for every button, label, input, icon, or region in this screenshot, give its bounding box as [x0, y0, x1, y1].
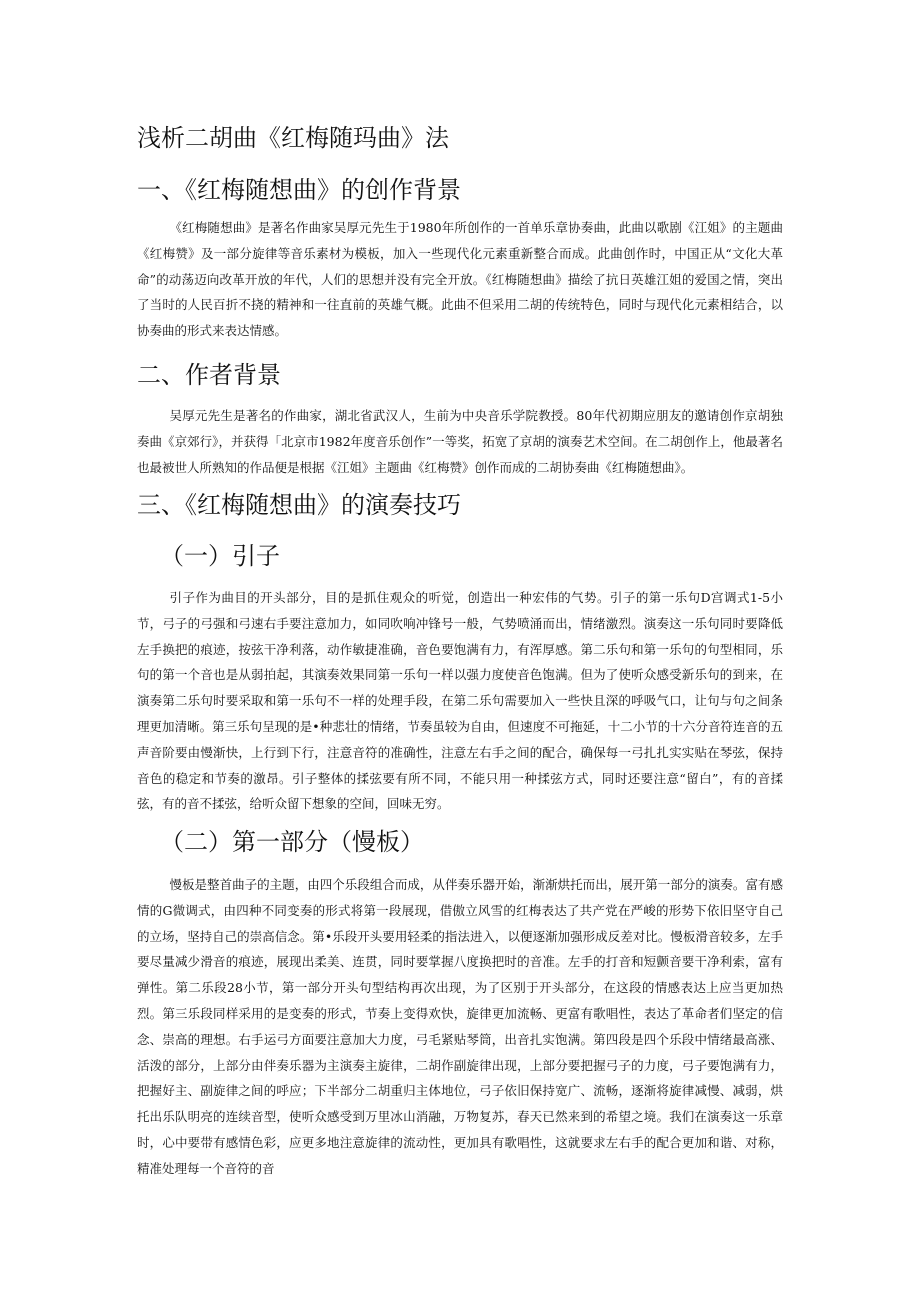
subsection-heading-part-one-slow: （二）第一部分（慢板） [160, 828, 424, 856]
paragraph-author-background: 吴厚元先生是著名的作曲家，湖北省武汉人，生前为中央音乐学院教授。80年代初期应朋友的邀请创作京胡独奏曲《京郊行》，并获得「北京市1982年度音乐创作”一等奖，拓宽了京胡的演奏艺术空间。在二胡创作上，他最著名也最被世人所熟知的作品便是根据《江姐》主题曲《红梅赞》创作而成的二胡协奏曲《红梅随想曲》。 [137, 408, 783, 475]
subsection-heading-introduction: （一）引子 [160, 542, 280, 570]
section-heading-author-background: 二、作者背景 [137, 361, 281, 389]
paragraph-part-one-slow: 慢板是整首曲子的主题，由四个乐段组合而成，从伴奏乐器开始，渐渐烘托而出，展开第一部分的演奏。富有感情的G微调式，由四种不同变奏的形式将第一段展现，借傲立风雪的红梅表达了共产党在严峻的形势下依旧坚守自己的立场，坚持自己的崇高信念。第•乐段开头要用轻柔的指法进入，以便逐渐加强形成反差对比。慢板滑音较多，左手要尽量减少滑音的痕迹，展现出柔美、连贯，同时要掌握八度换把时的音准。左手的打音和短颤音要干净利索，富有弹性。第二乐段28小节，第一部分开头句型结构再次出现，为了区别于开头部分，在这段的情感表达上应当更加热烈。第三乐段同样采用的是变奏的形式，节奏上变得欢快，旋律更加流畅、更富有歌唱性，表达了革命者们坚定的信念、崇高的理想。右手运弓方面要注意加大力度，弓毛紧贴琴筒，出音扎实饱满。第四段是四个乐段中情绪最高涨、活泼的部分，上部分由伴奏乐器为主演奏主旋律，二胡作副旋律出现，上部分要把握弓子的力度，弓子要饱满有力，把握好主、副旋律之间的呼应；下半部分二胡重归主体地位，弓子依旧保持宽广、流畅，逐渐将旋律减慢、减弱，烘托出乐队明亮的连续音型，使听众感受到万里冰山消融，万物复苏，春天已然来到的希望之境。我们在演奏这一乐章时，心中要带有感情色彩，应更多地注意旋律的流动性，更加具有歌唱性，这就要求左右手的配合更加和谐、对称，精准处理每一个音符的音 [137, 877, 783, 1176]
paragraph-introduction: 引子作为曲目的开头部分，目的是抓住观众的听觉，创造出一种宏伟的气势。引子的第一乐句D宫调式1-5小节，弓子的弓强和弓速右手要注意加力，如同吹响冲锋号一般，气势喷涌而出，情绪激烈。演奏这一乐句同时要降低左手换把的痕迹，按弦干净利落，动作敏捷准确，音色要饱满有力，有浑厚感。第二乐句和第一乐句的句型相同，乐句的第一个音也是从弱拍起，其演奏效果同第一乐句一样以强力度使音色饱满。但为了使听众感受新乐句的到来，在演奏第二乐句时要采取和第一乐句不一样的处理手段，在第二乐句需要加入一些快且深的呼吸气口，让句与句之间条理更加清晰。第三乐句呈现的是•种悲壮的情绪，节奏虽较为自由，但速度不可拖延，十二小节的十六分音符连音的五声音阶要由慢渐快，上行到下行，注意音符的准确性，注意左右手之间的配合，确保每一弓扎扎实实贴在琴弦，保持音色的稳定和节奏的激昂。引子整体的揉弦要有所不同，不能只用一种揉弦方式，同时还要注意“留白”，有的音揉弦，有的音不揉弦，给听众留下想象的空间，回味无穷。 [137, 590, 783, 812]
document-title: 浅析二胡曲《红梅随玛曲》法 [137, 124, 449, 152]
section-heading-creation-background: 一、《红梅随想曲》的创作背景 [137, 176, 461, 204]
section-heading-performance-techniques: 三、《红梅随想曲》的演奏技巧 [137, 491, 461, 519]
paragraph-creation-background: 《红梅随想曲》是著名作曲家吴厚元先生于1980年所创作的一首单乐章协奏曲，此曲以歌剧《江姐》的主题曲《红梅赞》及一部分旋律等音乐素材为模板，加入一些现代化元素重新整合而成。此曲创作时，中国正从“文化大革命”的动荡迈向改革开放的年代，人们的思想并没有完全开放。《红梅随想曲》描绘了抗日英雄江姐的爱国之情，突出了当时的人民百折不挠的精神和一往直前的英雄气概。此曲不但采用二胡的传统特色，同时与现代化元素相结合，以协奏曲的形式来表达情感。 [137, 220, 783, 339]
